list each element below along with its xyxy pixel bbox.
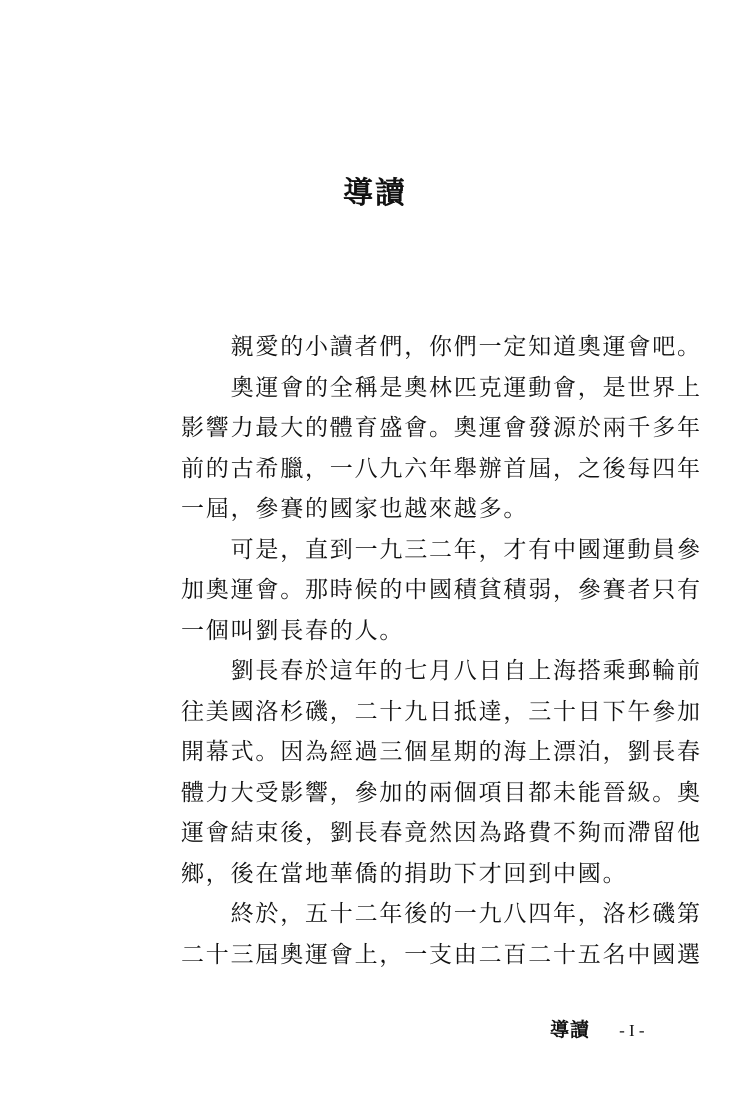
text-line: 鄉，後在當地華僑的捐助下才回到中國。: [181, 860, 628, 887]
text-line: 親愛的小讀者們，你們一定知道奧運會吧。: [181, 334, 702, 360]
text-line: 往美國洛杉磯，二十九日抵達，三十日下午參加: [181, 698, 702, 725]
paragraph: [181, 894, 702, 975]
paragraph: [181, 327, 702, 368]
page-footer: [550, 1015, 645, 1045]
text-line: 加奧運會。那時候的中國積貧積弱，參賽者只有: [181, 577, 702, 603]
footer-section-title: 導讀: [550, 1019, 591, 1041]
text-line: 可是，直到一九三二年，才有中國運動員參: [181, 536, 702, 563]
text-line: 奧運會的全稱是奧林匹克運動會，是世界上: [181, 374, 702, 401]
paragraph: [181, 651, 702, 894]
text-line: 劉長春於這年的七月八日自上海搭乘郵輪前: [181, 658, 702, 684]
text-line: 二十三屆奧運會上，一支由二百二十五名中國選: [181, 941, 702, 968]
text-line: 運會結束後，劉長春竟然因為路費不夠而滯留他: [181, 820, 702, 846]
text-line: 開幕式。因為經過三個星期的海上漂泊，劉長春: [181, 739, 702, 765]
paragraph: [181, 530, 702, 652]
text-line: 前的古希臘，一八九六年舉辦首屆，之後每四年: [181, 455, 702, 482]
body-text: [181, 327, 702, 975]
page-number: - I -: [619, 1021, 645, 1040]
text-line: 影響力最大的體育盛會。奧運會發源於兩千多年: [181, 415, 702, 441]
text-line: 一個叫劉長春的人。: [181, 617, 405, 644]
text-line: 體力大受影響，參加的兩個項目都未能晉級。奧: [181, 779, 702, 806]
text-line: 一屆，參賽的國家也越來越多。: [181, 496, 529, 522]
page-title: 導讀: [343, 176, 407, 211]
paragraph: [181, 368, 702, 530]
text-line: 終於，五十二年後的一九八四年，洛杉磯第: [181, 901, 702, 927]
